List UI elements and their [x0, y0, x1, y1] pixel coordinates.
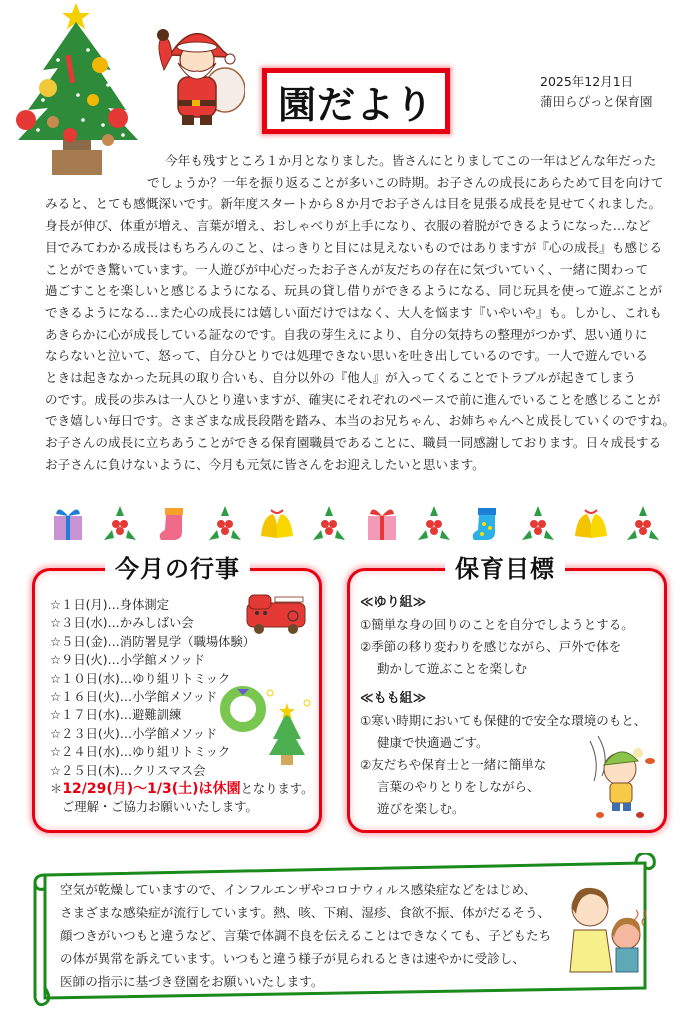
- santa-illustration: [140, 15, 245, 130]
- holly-icon: [100, 504, 140, 542]
- intro-line: のです。成長の歩みは一人ひとり違いますが、確実にそれぞれのペースで前に進んでいることを感じることが: [45, 391, 661, 407]
- issue-date: 2025年12月1日: [540, 74, 634, 89]
- event-item: ☆２３日(火)…小学館メソッド: [50, 726, 218, 741]
- event-item: ☆１７日(水)…避難訓練: [50, 708, 182, 723]
- event-item: ☆２５日(木)…クリスマス会: [50, 763, 206, 778]
- stocking-icon: [466, 504, 506, 542]
- holiday-notice: [50, 780, 313, 798]
- holly-icon: [414, 504, 454, 542]
- holiday-period: 12/29(月)～1/3(土)は休園: [62, 781, 241, 798]
- notice-prefix: ＊: [50, 782, 63, 797]
- childcare-goals-box: [347, 555, 667, 833]
- event-item: ☆１６日(火)…小学館メソッド: [50, 690, 218, 705]
- events-title: 今月の行事: [105, 549, 250, 584]
- intro-line: お子さんに負けないように、今月も元気に皆さんをお迎えしたいと思います。: [45, 456, 485, 472]
- caregiver-with-sick-child-illustration: [560, 880, 660, 975]
- holly-icon: [309, 504, 349, 542]
- goal-item-cont: 遊びを楽しむ。: [377, 801, 465, 816]
- event-item: ☆１０日(水)…ゆり組リトミック: [50, 671, 231, 686]
- fire-truck-illustration: [245, 591, 307, 635]
- intro-line: ことができ驚いています。一人遊びが中心だったお子さんが友だちの存在に気づいていく、一緒に関わって: [45, 261, 649, 277]
- stocking-icon: [153, 504, 193, 542]
- event-item: ☆１日(月)…身体測定: [50, 598, 169, 612]
- goal-item-cont: 動かして遊ぶことを楽しむ: [377, 661, 528, 676]
- goal-item-cont: 健康で快適過ごす。: [377, 735, 489, 750]
- intro-line: 身長が伸び、体重が増え、言葉が増え、おしゃべりが上手になり、衣服の着脱ができるようになった…など: [45, 218, 651, 234]
- ornament-border: [48, 503, 663, 543]
- gift-icon: [362, 504, 402, 542]
- goals-title: 保育目標: [445, 549, 565, 584]
- bells-icon: [571, 504, 611, 542]
- holly-icon: [623, 504, 663, 542]
- school-name: 蒲田らぴっと保育園: [540, 94, 653, 109]
- monthly-events-box: [32, 555, 322, 833]
- intro-line: でき嬉しい毎日です。さまざまな成長段階を踏み、本当のお兄ちゃん、お姉ちゃんへと成長していくのですね。: [45, 413, 675, 429]
- intro-line: みると、とても感慨深いです。新年度スタートから８か月でお子さんは目を見張る成長を見せてくれました。: [45, 196, 662, 212]
- intro-message: [45, 150, 675, 476]
- health-line: 医師の指示に基づき登園をお願いいたします。: [60, 974, 324, 989]
- event-item: ☆９日(火)…小学館メソッド: [50, 653, 205, 668]
- intro-line: 過ごすことを楽しいと感じるようになる、玩具の貸し借りができるようになる、同じ玩具を使って遊ぶことが: [45, 283, 663, 299]
- wreath-and-tree-illustration: [215, 683, 315, 769]
- goal-item: ①寒い時期においても保健的で安全な環境のもと、: [360, 713, 647, 728]
- event-item: ☆３日(水)…かみしばい会: [50, 616, 194, 631]
- goal-item: ②季節の移り変わりを感じながら、戸外で体を: [360, 639, 622, 654]
- group-name-momo: ≪もも組≫: [360, 691, 427, 706]
- intro-line: ときは起きなかった玩具の取り合いも、自分以外の『他人』が入ってくることでトラブルが起きてしまう: [45, 370, 637, 386]
- holly-icon: [518, 504, 558, 542]
- goal-item-cont: 言葉のやりとりをしながら、: [377, 779, 540, 794]
- intro-line: 今年も残すところ１か月となりました。皆さんにとりましてこの一年はどんな年だった: [165, 153, 657, 168]
- notice-rest: となります。: [240, 782, 314, 797]
- notice-line-2: ご理解・ご協力お願いいたします。: [62, 800, 258, 815]
- goal-item: ②友だちや保育士と一緒に簡単な: [360, 757, 547, 772]
- holly-icon: [205, 504, 245, 542]
- health-line: 空気が乾燥していますので、インフルエンザやコロナウィルス感染症などをはじめ、: [60, 882, 537, 897]
- christmas-tree-illustration: [8, 0, 148, 175]
- health-notice: [60, 878, 551, 993]
- intro-line: お子さんの成長に立ちあうことができる保育園職員であることに、職員一同感謝しております。日々成長する: [45, 435, 662, 451]
- health-line: さまざまな感染症が流行しています。熱、咳、下痢、湿疹、食欲不振、体がだるそう、: [60, 905, 551, 920]
- intro-line: でしょうか？一年を振り返ることが多いこの時期。お子さんの成長にあらためて目を向けて: [147, 174, 664, 190]
- intro-line: 目でみてわかる成長はもちろんのこと、はっきりと目には見えないものではありますが『心の成長』も感じる: [45, 239, 663, 255]
- group-name-yuri: ≪ゆり組≫: [360, 595, 427, 610]
- health-line: 顔つきがいつもと違うなど、言葉で体調不良を伝えることはできなくても、子どもたち: [60, 928, 552, 943]
- health-line: の体が異常を訴えています。いつもと違う様子が見られるときは速やかに受診し、: [60, 951, 525, 966]
- gift-icon: [48, 504, 88, 542]
- newsletter-title: 園だより: [277, 82, 434, 127]
- bells-icon: [257, 504, 297, 542]
- intro-line: ならないと泣いて、怒って、自分ひとりでは処理できない思いを吐き出しているのです。一人で遊んでいる: [45, 348, 648, 364]
- event-item: ☆５日(金)…消防署見学（職場体験）: [50, 634, 256, 649]
- intro-line: できるようになる…また心の成長には嬉しい面だけではなく、大人を悩ます『いやいや』も。しかし、これも: [45, 304, 662, 320]
- event-item: ☆２４日(水)…ゆり組リトミック: [50, 745, 231, 760]
- newsletter-title-box: [262, 68, 450, 134]
- intro-line: あきらかに心が成長している証なのです。自我の芽生えにより、自分の気持ちの整理がつかず、思い通りに: [45, 326, 648, 342]
- issuer-block: [540, 72, 653, 112]
- child-in-cold-wind-illustration: [580, 731, 660, 821]
- goal-item: ①簡単な身の回りのことを自分でしようとする。: [360, 617, 634, 632]
